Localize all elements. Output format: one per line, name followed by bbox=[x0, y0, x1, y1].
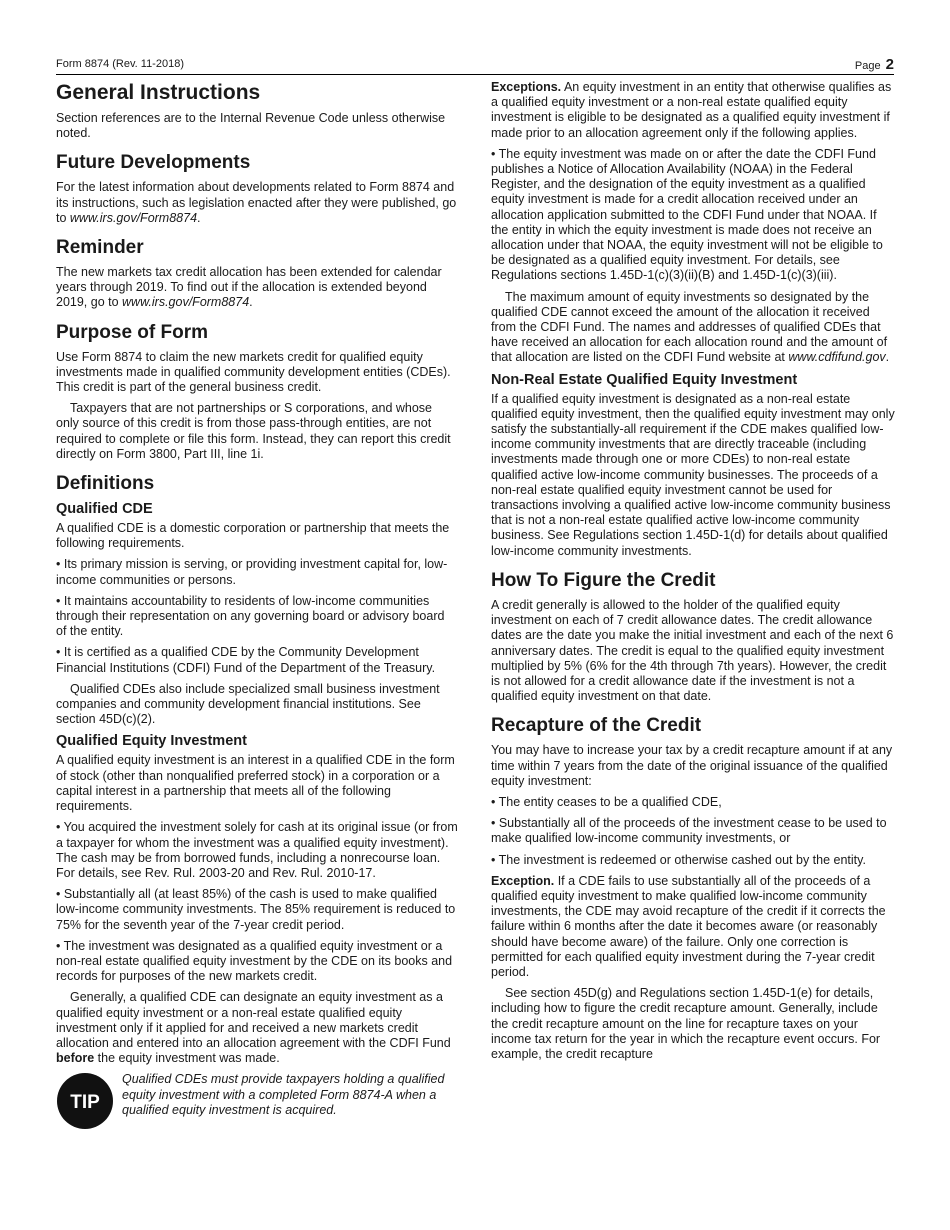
page-label: Page bbox=[854, 60, 881, 72]
general-instructions-heading: General Instructions bbox=[56, 81, 261, 104]
how-to-figure-heading: How To Figure the Credit bbox=[491, 569, 716, 591]
bullet-item: • You acquired the investment solely for cash at its original issue (or from a taxpayer for whom the investment was a qualified equity investment). The cash may be from borrowed funds, including a nonrecourse loan. For details, see Rev. Rul. 2003-20 and Rev. Rul. 2010-17. bbox=[56, 820, 458, 880]
qualified-cde-text-2: Qualified CDEs also include specialized small business investment companies and community development financial institutions. See section 45D(c)(2). bbox=[56, 681, 440, 727]
reminder-heading: Reminder bbox=[56, 237, 144, 259]
cdfi-fund-link[interactable]: www.cdfifund.gov bbox=[788, 350, 886, 365]
purpose-text-1: Use Form 8874 to claim the new markets credit for qualified equity investments made in qualified community development entities (CDEs). This credit is part of the general business credit. bbox=[56, 349, 451, 395]
page-number: 2 bbox=[885, 56, 894, 73]
tip-icon bbox=[56, 1072, 114, 1130]
form-id: Form 8874 (Rev. 11-2018) bbox=[56, 58, 184, 70]
qualified-cde-heading: Qualified CDE bbox=[56, 501, 153, 518]
bullet-item: • Substantially all (at least 85%) of the cash is used to make qualified low-income community investments. The 85% requirement is reduced to 75% for the seventh year of the 7-year credit period. bbox=[56, 887, 456, 932]
bullet-item: • The investment is redeemed or otherwise cashed out by the entity. bbox=[491, 852, 866, 867]
see-section-text: See section 45D(g) and Regulations section 1.45D-1(e) for details, including how to figure the credit recapture amount. Generally, include the credit recapture amount on the line for recapture taxes on your income tax return for the year in which the recapture event occurs. For example, the credit recapture bbox=[491, 986, 881, 1061]
how-to-figure-text: A credit generally is allowed to the holder of the qualified equity investment on each of 7 credit allowance dates. The credit allowance dates are the date you make the initial investment and each of the next 6 anniversary dates. The credit is equal to the qualified equity investment multiplied by 5% (6% for the 4th through 7th years). However, the credit is not allowed for a credit allowance date if the investment is not a qualified equity investment on that date. bbox=[491, 597, 894, 704]
qualified-equity-investment-heading: Qualified Equity Investment bbox=[56, 733, 247, 750]
recapture-text: You may have to increase your tax by a credit recapture amount if at any time within 7 years from the date of the original issuance of the qualified equity investment: bbox=[491, 743, 893, 788]
exception-text: Exception. If a CDE fails to use substantially all of the proceeds of a qualified equity investment to make qualified low-income community investments, the CDE may avoid recapture of the credit if it corrects the failure within 6 months after the date it becomes aware (or reasonably should have become aware) of the failure. Only one correction is permitted for each qualified equity investment during the 7-year credit period. bbox=[491, 873, 886, 979]
right-column bbox=[491, 80, 895, 1068]
tip-label: TIP bbox=[70, 1092, 100, 1114]
exceptions-text: Exceptions. An equity investment in an entity that otherwise qualifies as a qualified equity investment or a non-real estate qualified equity investment is eligible to be designated as a qualified equity investment if made prior to an allocation agreement only if the following applies. bbox=[491, 80, 892, 140]
future-developments-heading: Future Developments bbox=[56, 152, 251, 174]
maximum-amount-text: The maximum amount of equity investments so designated by the qualified CDE cannot exceed the amount of the allocation it received from the CDFI Fund. The names and addresses of qualified CDEs that have received an allocation for each allocation round and the amount of that allocation are listed on the CDFI Fund website at www.cdfifund.gov. bbox=[491, 289, 890, 365]
purpose-of-form-heading: Purpose of Form bbox=[56, 321, 209, 343]
non-real-estate-heading: Non-Real Estate Qualified Equity Investment bbox=[491, 371, 798, 388]
general-instructions-text: Section references are to the Internal Revenue Code unless otherwise noted. bbox=[56, 111, 446, 141]
qei-text-2: Generally, a qualified CDE can designate an equity investment as a qualified equity investment or a non-real estate qualified equity investment only if it applied for and received a new markets credit allocation and entered into an allocation agreement with the CDFI Fund before the equity investment was made. bbox=[56, 990, 451, 1066]
bullet-item: • Substantially all of the proceeds of the investment cease to be used to make qualified low-income community investments, or bbox=[491, 816, 887, 846]
page-number-label bbox=[855, 56, 894, 73]
bullet-item: • It maintains accountability to residents of low-income communities through their representation on any governing board or advisory board of the entity. bbox=[56, 593, 445, 639]
purpose-text-2: Taxpayers that are not partnerships or S corporations, and whose only source of this credit is from those pass-through entities, are not required to complete or file this form. Instead, they can report this credit directly on Form 3800, Part III, line 1i. bbox=[56, 401, 451, 461]
qualified-cde-text: A qualified CDE is a domestic corporation or partnership that meets the following requirements. bbox=[56, 521, 450, 551]
page-header bbox=[56, 56, 894, 75]
bullet-item: • The equity investment was made on or after the date the CDFI Fund publishes a Notice of Allocation Availability (NOAA) in the Federal Register, and the designation of the equity investment as a qualified equity investment is made for a credit allocation received under an allocation application submitted to the CDFI Fund under that NOAA. If the entity in which the equity investment is made does not receive an allocation under that NOAA, the equity investment will not be eligible to be designated as a qualified equity investment. For details, see Regulations sections 1.45D-1(c)(3)(ii)(B) and 1.45D-1(c)(3)(iii). bbox=[491, 146, 883, 283]
tip-text: Qualified CDEs must provide taxpayers holding a qualified equity investment with a completed Form 8874-A when a qualified equity investment is acquired. bbox=[122, 1072, 445, 1117]
irs-form-link[interactable]: www.irs.gov/Form8874 bbox=[122, 295, 250, 310]
irs-form-link[interactable]: www.irs.gov/Form8874 bbox=[69, 210, 198, 225]
tip-box bbox=[56, 1072, 458, 1130]
bullet-item: • The entity ceases to be a qualified CDE, bbox=[491, 794, 722, 809]
left-column bbox=[56, 80, 458, 1130]
bullet-item: • It is certified as a qualified CDE by the Community Development Financial Institutions (CDFI) Fund of the Department of the Treasury. bbox=[56, 645, 436, 675]
future-developments-text: For the latest information about developments related to Form 8874 and its instructions, such as legislation enacted after they were published, go to www.irs.gov/Form8874. bbox=[56, 180, 457, 225]
qei-text: A qualified equity investment is an interest in a qualified CDE in the form of stock (other than nonqualified preferred stock) in a corporation or a capital interest in a partnership that meets all of the following requirements. bbox=[56, 753, 455, 814]
non-real-estate-text: If a qualified equity investment is designated as a non-real estate qualified equity investment, then the qualified equity investment may only satisfy the substantially-all requirement if the CDE makes qualified low-income community investments that are directly traceable (including investments made through one or more CDEs) to non-real estate qualified active low-income community businesses. The proceeds of a non-real estate qualified equity investment cannot be used for transactions involving a qualified active low-income community business that is not a non-real estate qualified active low-income community business. See Regulations section 1.45D-1(d) for details about qualified low-income community investments. bbox=[491, 391, 895, 558]
bullet-item: • The investment was designated as a qualified equity investment or a non-real estate qualified equity investment by the CDE on its books and records for purposes of the new markets credit. bbox=[56, 938, 453, 984]
bullet-item: • Its primary mission is serving, or providing investment capital for, low-income communities or persons. bbox=[56, 557, 448, 587]
recapture-heading: Recapture of the Credit bbox=[491, 715, 702, 737]
reminder-text: The new markets tax credit allocation has been extended for calendar years through 2019. To find out if the allocation is extended beyond 2019, go to www.irs.gov/Form8874. bbox=[56, 265, 442, 310]
definitions-heading: Definitions bbox=[56, 473, 155, 495]
